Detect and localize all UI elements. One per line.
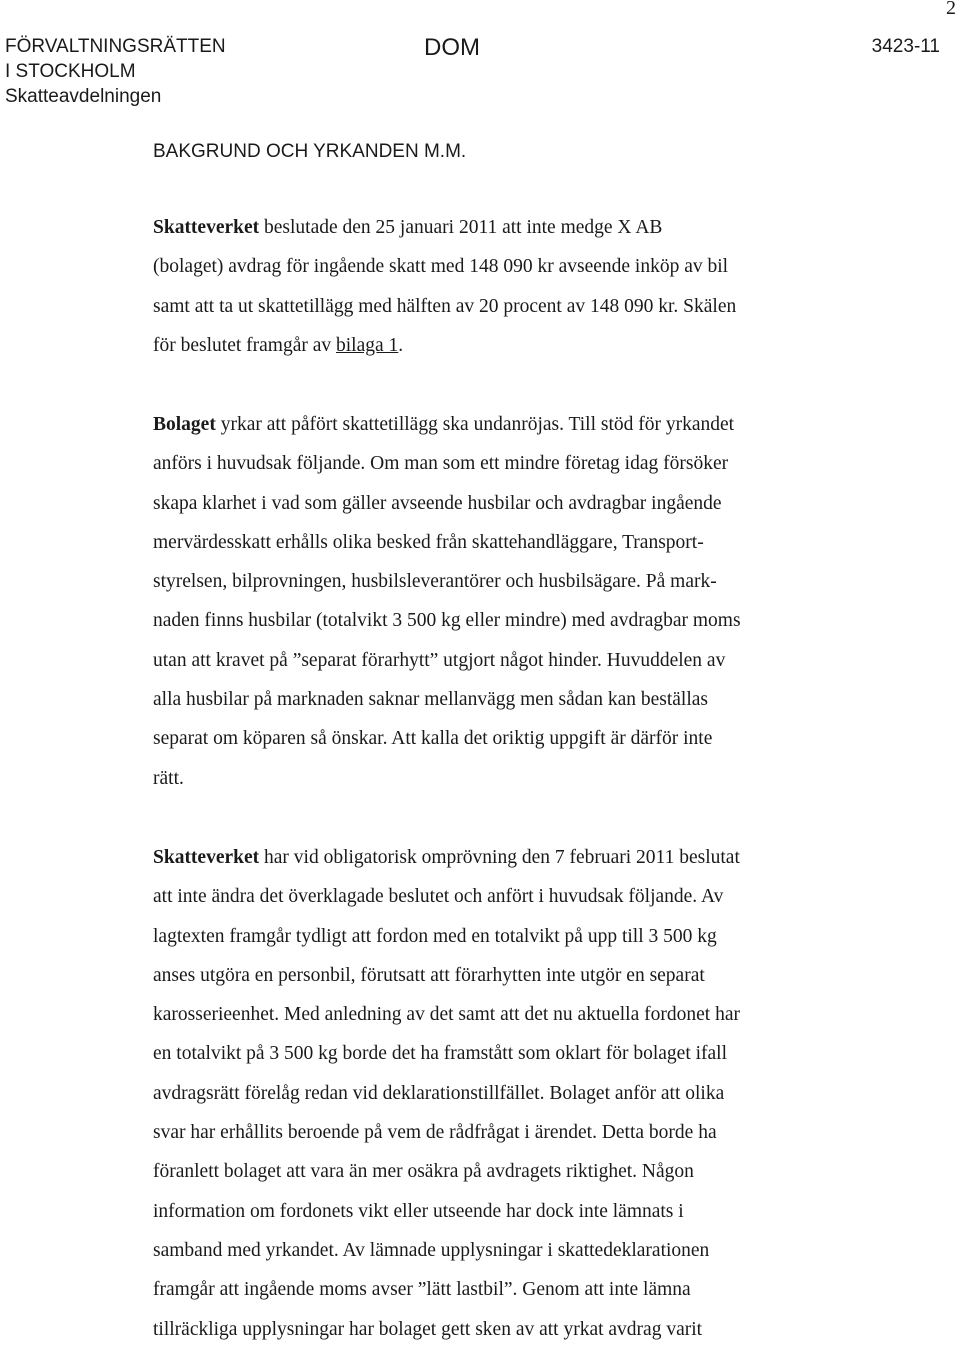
paragraph-line: en totalvikt på 3 500 kg borde det ha framstått som oklart för bolaget ifall (153, 1043, 728, 1065)
court-name-line2: I STOCKHOLM (5, 61, 136, 82)
actor-name: Bolaget (153, 414, 216, 435)
paragraph-line (153, 405, 853, 444)
paragraph-line: (bolaget) avdrag för ingående skatt med 148 090 kr avseende inköp av bil (153, 256, 729, 278)
line-text: beslutade den 25 januari 2011 att inte medge X AB (259, 217, 663, 238)
document-type: DOM (424, 34, 480, 61)
court-name-line1: FÖRVALTNINGSRÄTTEN (5, 36, 226, 57)
paragraph-line: information om fordonets vikt eller utseende har dock inte lämnats i (153, 1200, 684, 1222)
paragraph-line: anförs i huvudsak följande. Om man som ett mindre företag idag försöker (153, 453, 729, 475)
paragraph-line (153, 208, 853, 247)
paragraph-line (153, 838, 853, 877)
section-heading: BAKGRUND OCH YRKANDEN M.M. (153, 141, 467, 162)
paragraph-line: att inte ändra det överklagade beslutet och anfört i huvudsak följande. Av (153, 886, 724, 908)
paragraph-line: lagtexten framgår tydligt att fordon med en totalvikt på upp till 3 500 kg (153, 925, 717, 947)
paragraph-reconsideration (153, 838, 853, 1349)
court-department: Skatteavdelningen (5, 86, 162, 107)
paragraph-line: samband med yrkandet. Av lämnade upplysningar i skattedeklarationen (153, 1239, 710, 1261)
actor-name: Skatteverket (153, 847, 260, 868)
line-text: har vid obligatorisk omprövning den 7 februari 2011 beslutat (259, 847, 740, 868)
paragraph-line: samt att ta ut skattetillägg med hälften av 20 procent av 148 090 kr. Skälen (153, 295, 737, 317)
paragraph-line: separat om köparen så önskar. Att kalla det oriktig uppgift är därför inte (153, 728, 713, 750)
paragraph-line: tillräckliga upplysningar har bolaget gett sken av att yrkat avdrag varit (153, 1318, 703, 1340)
paragraph-company-claim (153, 405, 853, 798)
paragraph-line: svar har erhållits beroende på vem de rådfrågat i ärendet. Detta borde ha (153, 1122, 717, 1144)
page-number: 2 (946, 0, 956, 19)
court-name-block (5, 34, 226, 109)
paragraph-line: skapa klarhet i vad som gäller avseende husbilar och avdragbar ingående (153, 492, 722, 514)
paragraph-line: karosserieenhet. Med anledning av det samt att det nu aktuella fordonet har (153, 1004, 740, 1026)
paragraph-line (153, 326, 853, 365)
paragraph-line: rätt. (153, 767, 184, 789)
paragraph-line: alla husbilar på marknaden saknar mellanvägg men sådan kan beställas (153, 689, 709, 711)
line-text: för beslutet framgår av (153, 334, 337, 356)
paragraph-line: framgår att ingående moms avser ”lätt lastbil”. Genom att inte lämna (153, 1279, 691, 1301)
line-text: yrkar att påfört skattetillägg ska undanröjas. Till stöd för yrkandet (215, 414, 735, 435)
actor-name: Skatteverket (153, 217, 260, 238)
paragraph-line: föranlett bolaget att vara än mer osäkra på avdragets riktighet. Någon (153, 1161, 694, 1183)
paragraph-line: styrelsen, bilprovningen, husbilsleverantörer och husbilsägare. På mark- (153, 571, 717, 593)
paragraph-decision (153, 208, 853, 365)
paragraph-line: anses utgöra en personbil, förutsatt att förarhytten inte utgör en separat (153, 964, 705, 986)
paragraph-line: mervärdesskatt erhålls olika besked från skattehandläggare, Transport- (153, 531, 704, 553)
paragraph-line: naden finns husbilar (totalvikt 3 500 kg eller mindre) med avdragbar moms (153, 610, 741, 632)
paragraph-line: avdragsrätt förelåg redan vid deklarationstillfället. Bolaget anför att olika (153, 1082, 725, 1104)
case-number: 3423-11 (871, 36, 940, 57)
attachment-link[interactable]: bilaga 1 (336, 334, 399, 356)
paragraph-line: utan att kravet på ”separat förarhytt” utgjort något hinder. Huvuddelen av (153, 649, 726, 671)
line-text: . (398, 334, 404, 356)
